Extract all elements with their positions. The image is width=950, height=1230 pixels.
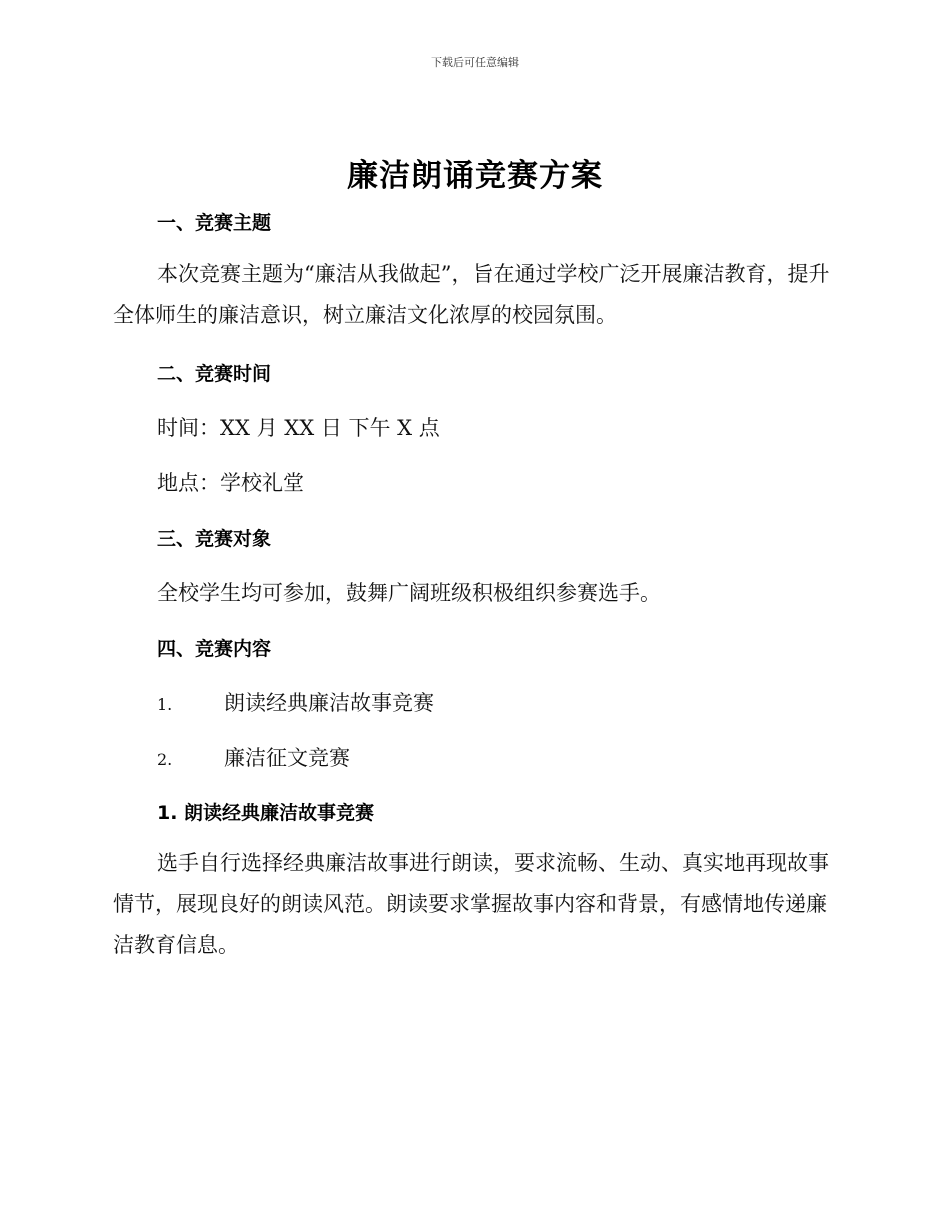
section-heading-theme: 一、竞赛主题 bbox=[157, 212, 272, 234]
list-item bbox=[157, 687, 434, 717]
list-item bbox=[157, 742, 350, 772]
document-title: 廉洁朗诵竞赛方案 bbox=[347, 158, 603, 194]
section-heading-target: 三、竞赛对象 bbox=[157, 528, 272, 550]
list-item-number: 1. bbox=[157, 695, 173, 714]
subsection-heading-reading: 1. 朗读经典廉洁故事竞赛 bbox=[157, 802, 375, 824]
header-note: 下载后可任意编辑 bbox=[431, 56, 519, 69]
list-item-text: 朗读经典廉洁故事竞赛 bbox=[224, 691, 434, 715]
list-item-number: 2. bbox=[157, 750, 173, 769]
target-line: 全校学生均可参加，鼓舞广阔班级积极组织参赛选手。 bbox=[157, 581, 661, 605]
paragraph-reading: 选手自行选择经典廉洁故事进行朗读，要求流畅、生动、真实地再现故事情节，展现良好的朗读风范。朗读要求掌握故事内容和背景，有感情地传递廉洁教育信息。 bbox=[113, 851, 829, 957]
place-line: 地点：学校礼堂 bbox=[157, 471, 304, 495]
paragraph-theme: 本次竞赛主题为“廉洁从我做起”，旨在通过学校广泛开展廉洁教育，提升全体师生的廉洁意识，树立廉洁文化浓厚的校园氛围。 bbox=[113, 262, 830, 327]
section-heading-content: 四、竞赛内容 bbox=[157, 638, 272, 660]
time-line: 时间：XX 月 XX 日 下午 X 点 bbox=[157, 416, 440, 440]
list-item-text: 廉洁征文竞赛 bbox=[224, 746, 350, 770]
section-heading-time: 二、竞赛时间 bbox=[157, 363, 272, 385]
